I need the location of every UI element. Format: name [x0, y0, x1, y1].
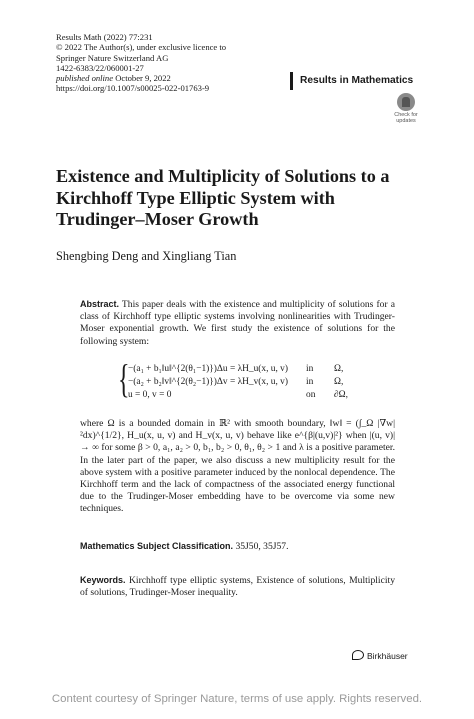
equation-condition: in: [306, 364, 314, 374]
equation-text: u = 0, v = 0: [128, 390, 172, 400]
licensee-line: Springer Nature Switzerland AG: [56, 52, 169, 63]
check-for-updates-icon: [397, 93, 415, 111]
publisher-name: Birkhäuser: [367, 651, 408, 661]
equation-row: [128, 390, 348, 400]
birkhauser-bird-icon: [352, 650, 364, 660]
issn-line: 1422-6383/22/060001-27: [56, 62, 144, 73]
equation-condition: in: [306, 377, 314, 387]
abstract-text: This paper deals with the existence and multiplicity of solutions for a class of Kirchhoff type elliptic systems involving nonlinearities with Trudinger-Moser exponential growth. We first study the existence of solutions for the following system:: [80, 299, 395, 347]
equation-text: −(a₂ + b₂‖v‖^{2(θ₂−1)})Δv = λH_v(x, u, v): [128, 377, 288, 387]
equation-domain: ∂Ω,: [334, 390, 348, 400]
equation-row: [128, 377, 343, 387]
check-for-updates-button[interactable]: [391, 93, 421, 127]
check-for-updates-label: Check for updates: [394, 112, 418, 124]
msc-codes: 35J50, 35J57.: [235, 541, 289, 552]
journal-badge: Results in Mathematics: [290, 72, 440, 90]
doi-link[interactable]: https://doi.org/10.1007/s00025-022-01763-9: [56, 83, 210, 94]
equation-condition: on: [306, 390, 316, 400]
abstract-label: Abstract.: [80, 299, 120, 309]
equation-domain: Ω,: [334, 377, 344, 387]
equation-domain: Ω,: [334, 364, 344, 374]
msc-classification: [80, 541, 395, 552]
publisher-logo: [352, 650, 408, 661]
citation-line: Results Math (2022) 77:231: [56, 32, 153, 42]
abstract-intro: [80, 298, 395, 348]
keywords: [80, 574, 395, 599]
article-metadata: [56, 32, 296, 94]
equation-system: [118, 356, 378, 402]
abstract-continuation: where Ω is a bounded domain in ℝ² with smooth boundary, ‖w‖ = (∫_Ω |∇w|²dx)^{1/2}, H_u(x, u, v) and H_v(x, u, v) behave like e^{β|(u,v)|²} when |(u, v)| → ∞ for some β > 0, a₁, a₂ > 0, b₁, b₂ > 0, θ₁, θ₂ > 1 and λ is a positive parameter. In the later part of the paper, we also discuss a new multiplicity result for the above system with a positive parameter induced by the nonlocal dependence. The Kirchhoff term and the lack of compactness of the associated energy functional due to the Trudinger-Moser embedding have to be overcome via some new techniques.: [80, 418, 395, 515]
authors: Shengbing Deng and Xingliang Tian: [56, 249, 237, 263]
paper-title: Existence and Multiplicity of Solutions to a Kirchhoff Type Elliptic System with Trudinger–Moser Growth: [56, 166, 390, 230]
msc-label: Mathematics Subject Classification.: [80, 541, 234, 551]
courtesy-footer: Content courtesy of Springer Nature, terms of use apply. Rights reserved.: [51, 693, 423, 705]
publication-date-line: [56, 73, 296, 83]
keywords-text: Kirchhoff type elliptic systems, Existence of solutions, Multiplicity of solutions, Trudinger-Moser inequality.: [80, 575, 395, 599]
equation-row: [128, 364, 343, 374]
published-date: October 9, 2022: [115, 73, 171, 84]
published-label: published online: [56, 73, 114, 84]
equation-text: −(a₁ + b₁‖u‖^{2(θ₁−1)})Δu = λH_u(x, u, v): [128, 364, 288, 374]
left-brace: {: [118, 356, 130, 401]
keywords-label: Keywords.: [80, 575, 126, 585]
copyright-line: © 2022 The Author(s), under exclusive licence to: [56, 42, 227, 53]
